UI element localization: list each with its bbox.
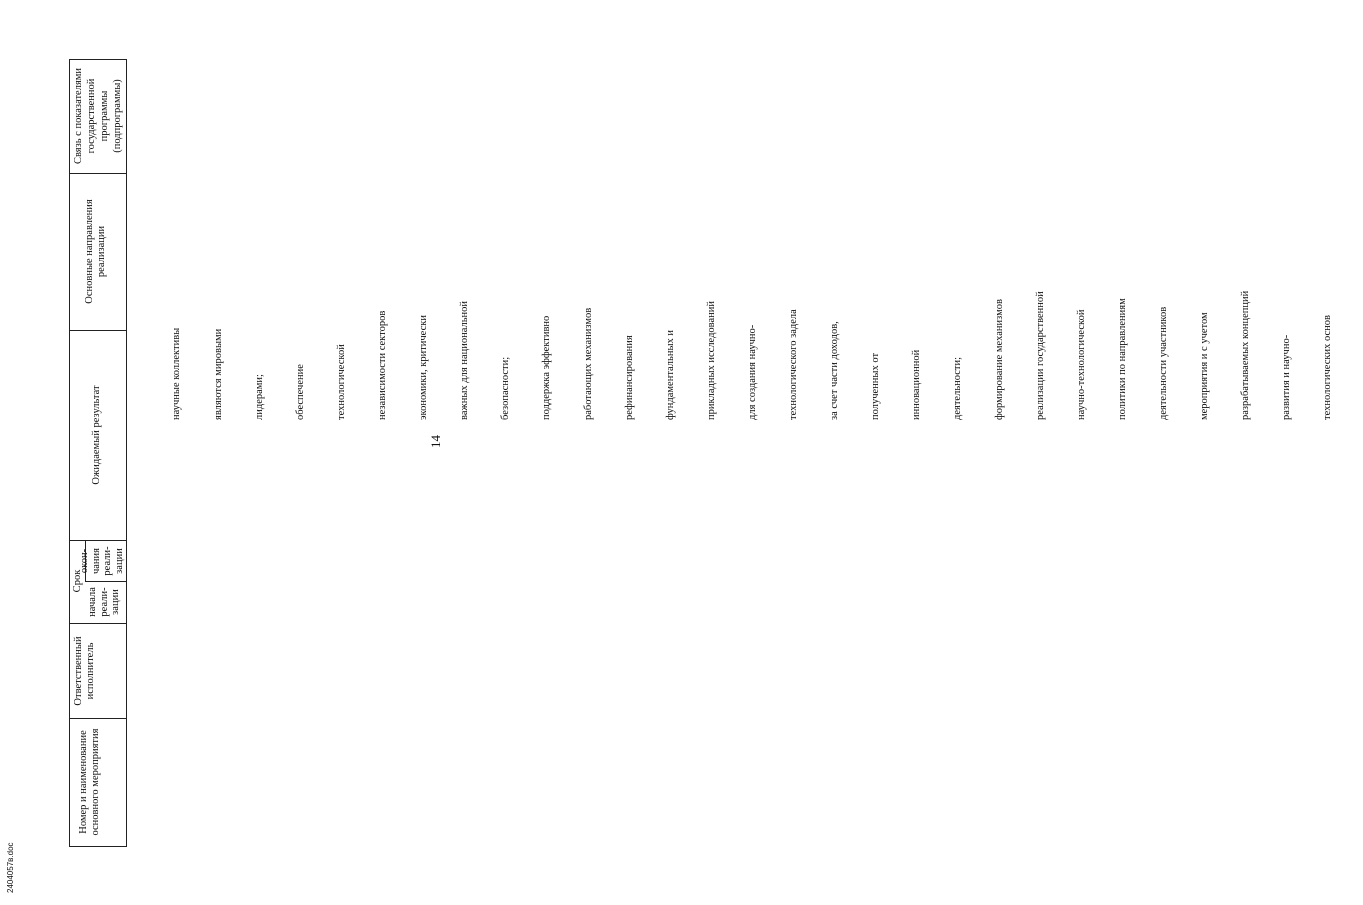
document-code: 2404057в.doc xyxy=(6,842,15,893)
header-line: реализации xyxy=(96,225,107,278)
header-line: Связь с показателями xyxy=(73,67,84,165)
header-line: государственной xyxy=(86,78,97,154)
text-line: научные коллективы xyxy=(171,327,183,420)
text-line: инновационной xyxy=(911,349,923,420)
text-line: технологического задела xyxy=(788,309,800,420)
header-line: основного мероприятия xyxy=(90,728,101,836)
text-line: важных для национальной xyxy=(459,301,471,420)
text-line: экономики, критически xyxy=(418,315,430,420)
text-line: являются мировыми xyxy=(212,328,224,420)
text-line: безопасности; xyxy=(500,356,512,420)
text-line: развития и научно- xyxy=(1281,334,1293,420)
text-line: политики по направлениям xyxy=(1116,298,1128,420)
header-line: реали- xyxy=(102,546,113,576)
text-line: фундаментальных и xyxy=(664,329,676,420)
header-line: зации xyxy=(113,548,125,574)
text-line: реализации государственной xyxy=(1034,291,1046,420)
page-number: 14 xyxy=(428,435,443,448)
table-left-edge xyxy=(69,846,127,847)
text-line: мероприятия и с учетом xyxy=(1199,312,1211,420)
column-divider-2 xyxy=(69,623,127,624)
header-line: Основные направления xyxy=(84,199,95,304)
header-term-start xyxy=(87,582,122,622)
text-line: разрабатываемых концепций xyxy=(1240,290,1252,420)
main-directions-text xyxy=(143,170,1363,420)
table-header-bottom-border xyxy=(126,60,127,847)
text-line: за счет части доходов, xyxy=(829,321,841,420)
text-line: полученных от xyxy=(870,352,882,420)
text-line: рефинансирования xyxy=(623,335,635,420)
header-responsible xyxy=(73,625,97,717)
text-line: технологических основ xyxy=(1322,315,1334,420)
header-line: Ответственный xyxy=(73,636,84,706)
text-line: формирование механизмов xyxy=(993,299,1005,420)
header-line: исполнитель xyxy=(85,642,96,700)
text-line: деятельности участников xyxy=(1158,306,1170,420)
header-line: окон- xyxy=(79,548,90,574)
header-main-directions xyxy=(84,174,108,329)
text-line: лидерами; xyxy=(253,374,265,420)
header-term: Срок xyxy=(72,569,83,593)
text-line: для создания научно- xyxy=(746,324,758,420)
text-line: научно-технологической xyxy=(1075,309,1087,420)
table-top-border xyxy=(69,60,70,847)
header-line: зации xyxy=(110,589,121,615)
header-program-link xyxy=(72,60,124,172)
header-expected-result: Ожидаемый результат xyxy=(91,385,102,485)
header-line: начала xyxy=(87,587,98,617)
text-line: работающих механизмов xyxy=(582,307,594,420)
header-line: реали- xyxy=(98,587,110,617)
text-line: поддержка эффективно xyxy=(541,315,553,420)
text-line: прикладных исследований xyxy=(705,300,717,420)
text-line: обеспечение xyxy=(294,364,306,420)
header-line: программы xyxy=(99,90,110,142)
header-line: Номер и наименование xyxy=(78,730,89,834)
header-term-end xyxy=(79,541,125,581)
header-line: чания xyxy=(90,548,102,575)
text-line: независимости секторов xyxy=(376,310,388,420)
header-number-name xyxy=(78,721,102,843)
header-line: (подпрограммы) xyxy=(112,79,123,153)
text-line: технологической xyxy=(335,344,347,420)
text-line: деятельности; xyxy=(952,356,964,420)
column-divider-1 xyxy=(69,718,127,719)
